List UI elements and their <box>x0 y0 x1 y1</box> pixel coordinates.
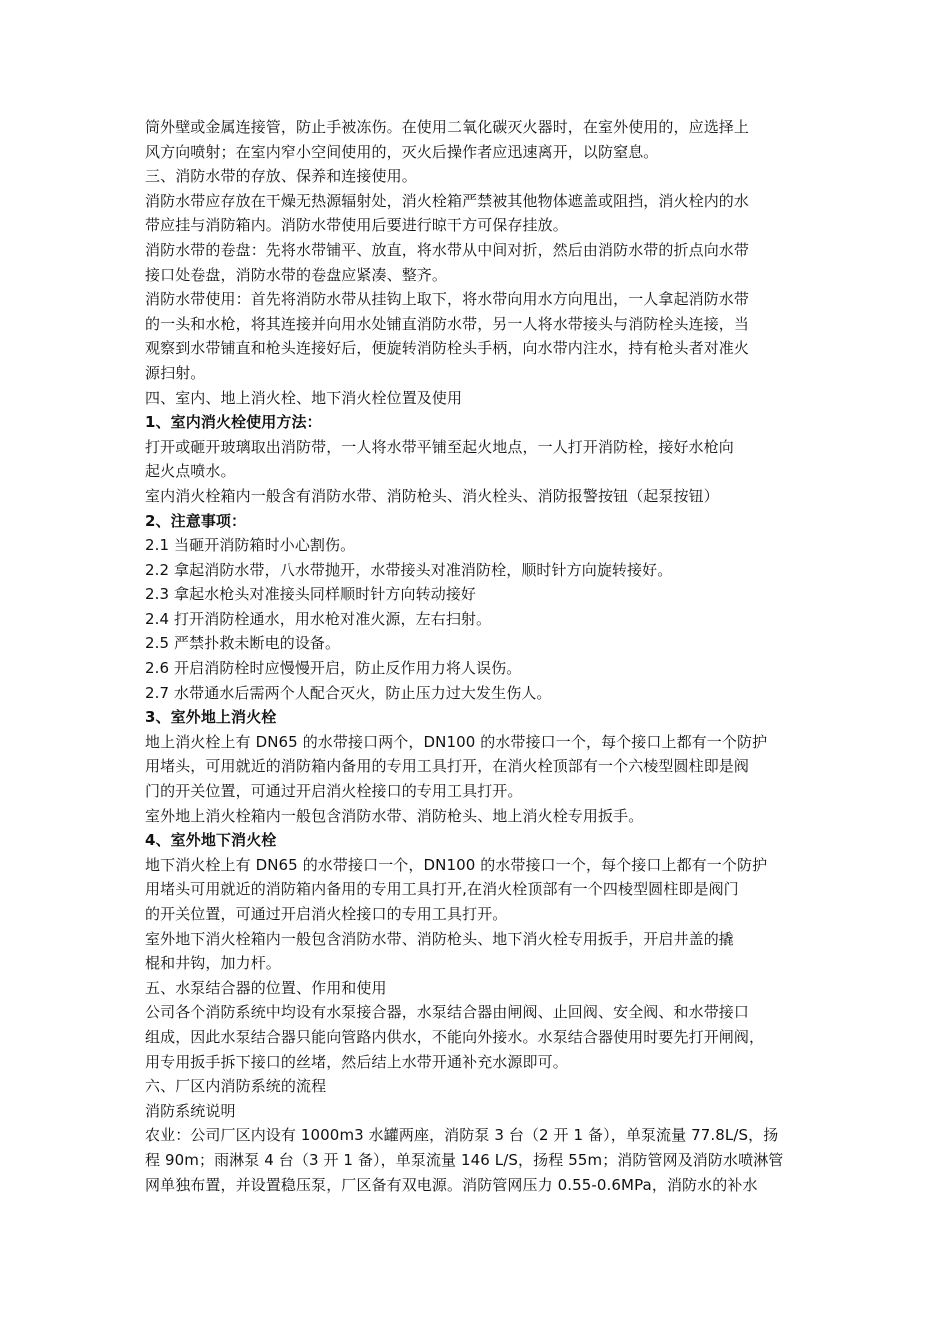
text-line: 室外地下消火栓箱内一般包含消防水带、消防枪头、地下消火栓专用扳手，开启井盖的撬 <box>145 929 734 948</box>
list-item: 2.2 拿起消防水带，八水带抛开，水带接头对准消防栓，顺时针方向旋转接好。 <box>145 560 673 579</box>
text-line: 的开关位置，可通过开启消火栓接口的专用工具打开。 <box>145 905 508 923</box>
section-heading: 四、室内、地上消火栓、地下消火栓位置及使用 <box>145 388 463 407</box>
text-line: 公司各个消防系统中均设有水泵接合器，水泵结合器由闸阀、止回阀、安全阀、和水带接口 <box>145 1003 750 1022</box>
text-line: 起火点喷水。 <box>145 462 236 481</box>
text-line: 地下消火栓上有 DN65 的水带接口一个，DN100 的水带接口一个，每个接口上都有一个防护 <box>145 855 768 874</box>
section-heading: 五、水泵结合器的位置、作用和使用 <box>145 978 387 997</box>
text-line: 消防水带应存放在干燥无热源辐射处，消火栓箱严禁被其他物体遮盖或阻挡，消火栓内的水 <box>145 191 750 210</box>
subsection-heading: 1、室内消火栓使用方法： <box>145 413 322 432</box>
list-item: 2.3 拿起水枪头对准接头同样顺时针方向转动接好 <box>145 585 477 604</box>
section-heading: 三、消防水带的存放、保养和连接使用。 <box>145 167 417 186</box>
text-line: 用堵头，可用就近的消防箱内备用的专用工具打开，在消火栓顶部有一个六棱型圆柱即是阀 <box>145 757 750 776</box>
list-item: 2.1 当砸开消防箱时小心割伤。 <box>145 536 356 555</box>
text-line: 农业：公司厂区内设有 1000m3 水罐两座，消防泵 3 台（2 开 1 备），单泵流量 77.8L/S，扬 <box>145 1126 779 1145</box>
text-line: 门的开关位置，可通过开启消火栓接口的专用工具打开。 <box>145 782 523 801</box>
text-line: 消防水带的卷盘：先将水带铺平、放直，将水带从中间对折，然后由消防水带的折点向水带 <box>145 240 750 259</box>
list-item: 2.4 打开消防栓通水，用水枪对准火源，左右扫射。 <box>145 609 492 628</box>
text-line: 的一头和水枪，将其连接并向用水处铺直消防水带，另一人将水带接头与消防栓头连接，当 <box>145 314 750 333</box>
text-line: 组成，因此水泵结合器只能向管路内供水，不能向外接水。水泵结合器使用时要先打开闸阀， <box>145 1027 765 1046</box>
list-item: 2.7 水带通水后需两个人配合灭火，防止压力过大发生伤人。 <box>145 683 552 702</box>
text-line: 用堵头可用就近的消防箱内备用的专用工具打开,在消火栓顶部有一个四棱型圆柱即是阀门 <box>145 880 739 899</box>
text-line: 打开或砸开玻璃取出消防带，一人将水带平铺至起火地点，一人打开消防栓，接好水枪向 <box>145 437 734 456</box>
text-line: 棍和井钩，加力杆。 <box>145 954 281 973</box>
text-line: 源扫射。 <box>145 363 206 382</box>
text-line: 筒外壁或金属连接管，防止手被冻伤。在使用二氧化碳灭火器时，在室外使用的，应选择上 <box>145 118 750 136</box>
text-line: 消防系统说明 <box>145 1101 236 1120</box>
subsection-heading: 2、注意事项： <box>145 511 247 530</box>
text-line: 室内消火栓箱内一般含有消防水带、消防枪头、消火栓头、消防报警按钮（起泵按钮） <box>145 486 719 505</box>
subsection-heading: 3、室外地上消火栓 <box>145 708 277 727</box>
document-body <box>145 115 810 1197</box>
text-line: 用专用扳手拆下接口的丝堵，然后结上水带开通补充水源即可。 <box>145 1052 568 1071</box>
list-item: 2.5 严禁扑救未断电的设备。 <box>145 634 341 653</box>
text-line: 消防水带使用：首先将消防水带从挂钩上取下，将水带向用水方向甩出，一人拿起消防水带 <box>145 290 750 309</box>
text-line: 带应挂与消防箱内。消防水带使用后要进行晾干方可保存挂放。 <box>145 216 568 235</box>
text-line: 地上消火栓上有 DN65 的水带接口两个，DN100 的水带接口一个，每个接口上都有一个防护 <box>145 732 768 751</box>
text-line: 风方向喷射；在室内窄小空间使用的，灭火后操作者应迅速离开，以防窒息。 <box>145 142 659 161</box>
list-item: 2.6 开启消防栓时应慢慢开启，防止反作用力将人误伤。 <box>145 659 522 678</box>
text-line: 接口处卷盘，消防水带的卷盘应紧凑、整齐。 <box>145 265 448 284</box>
section-heading: 六、厂区内消防系统的流程 <box>145 1077 327 1096</box>
text-line: 网单独布置，并设置稳压泵，厂区备有双电源。消防管网压力 0.55-0.6MPa，消防水的补水 <box>145 1175 758 1194</box>
text-line: 室外地上消火栓箱内一般包含消防水带、消防枪头、地上消火栓专用扳手。 <box>145 806 644 825</box>
subsection-heading: 4、室外地下消火栓 <box>145 831 277 850</box>
text-line: 观察到水带铺直和枪头连接好后，便旋转消防栓头手柄，向水带内注水，持有枪头者对准火 <box>145 339 750 358</box>
text-line: 程 90m；雨淋泵 4 台（3 开 1 备），单泵流量 146 L/S，扬程 55m；消防管网及消防水喷淋管 <box>145 1150 784 1169</box>
